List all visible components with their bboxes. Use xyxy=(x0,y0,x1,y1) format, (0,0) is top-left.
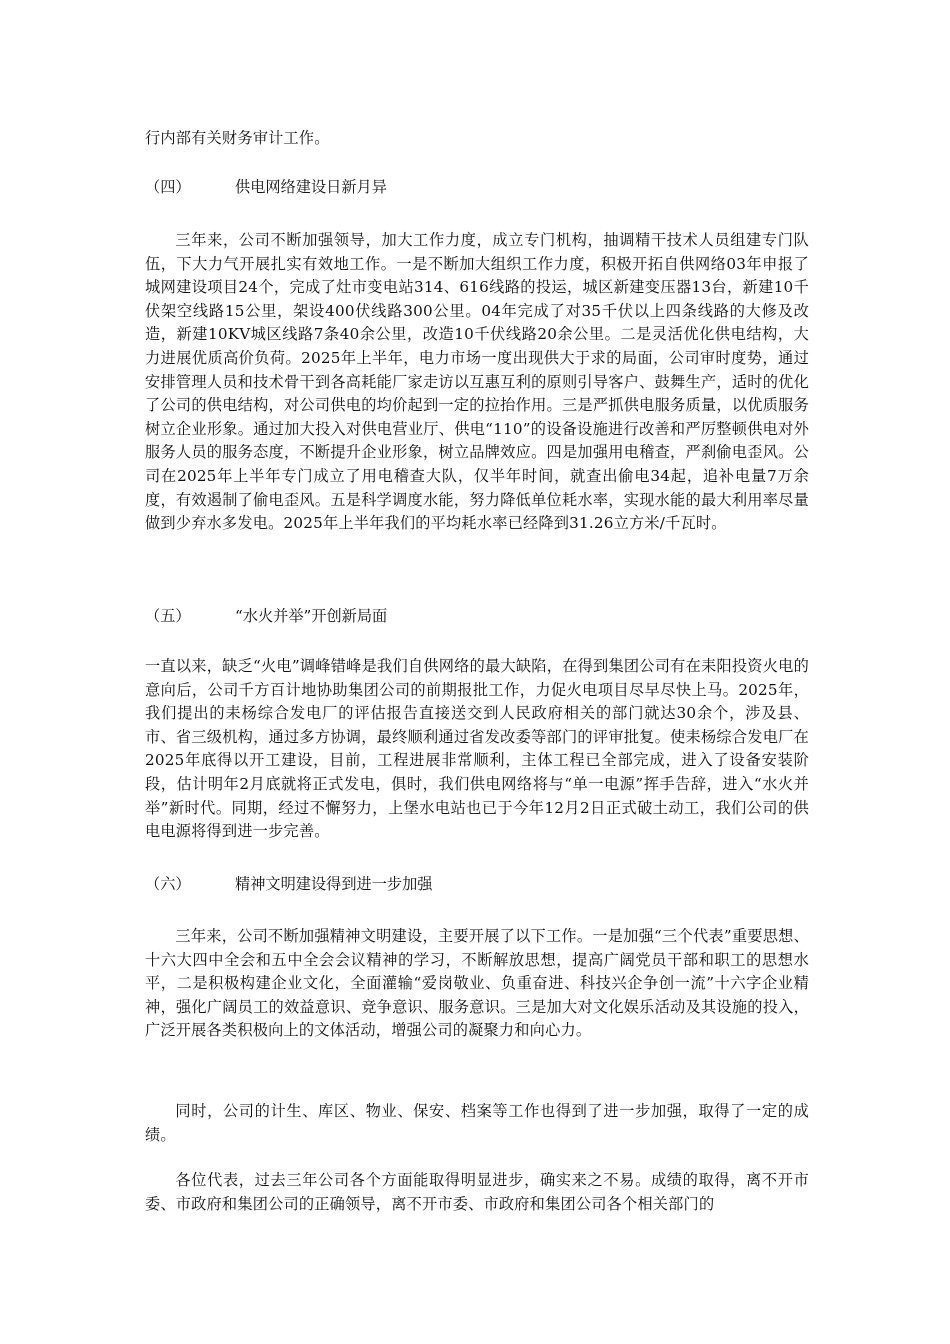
paragraph-delegates: 各位代表，过去三年公司各个方面能取得明显进步，确实来之不易。成绩的取得，离不开市委、市政府和集团公司的正确领导，离不开市委、市政府和集团公司各个相关部门的 xyxy=(145,1171,809,1213)
section-title: 供电网络建设日新月异 xyxy=(235,178,387,196)
section-heading-6 xyxy=(145,873,432,897)
paragraph-grid-construction: 三年来，公司不断加强领导，加大工作力度，成立专门机构，抽调精干技术人员组建专门队伍，下大力气开展扎实有效地工作。一是不断加大组织工作力度，积极开拓自供网络03年申报了城网建设项目24个，完成了灶市变电站314、616线路的投运，城区新建变压器13台，新建10千伏架空线路15公里，架设400伏线路300公里。04年完成了对35千伏以上四条线路的大修及改造，新建10KV城区线路7条40余公里，改造10千伏线路20余公里。二是灵活优化供电结构，大力进展优质高价负荷。2025年上半年，电力市场一度出现供大于求的局面，公司审时度势，通过安排管理人员和技术骨干到各高耗能厂家走访以互惠互利的原则引导客户、鼓舞生产，适时的优化了公司的供电结构，对公司供电的均价起到一定的拉抬作用。三是严抓供电服务质量，以优质服务树立企业形象。通过加大投入对供电营业厅、供电“110”的设备设施进行改善和严厉整顿供电对外服务人员的服务态度，不断提升企业形象，树立品牌效应。四是加强用电稽查，严刹偷电歪风。公司在2025年上半年专门成立了用电稽查大队，仅半年时间，就查出偷电34起，追补电量7万余度，有效遏制了偷电歪风。五是科学调度水能，努力降低单位耗水率，实现水能的最大利用率尽量做到少弃水多发电。2025年上半年我们的平均耗水率已经降到31.26立方米/千瓦时。 xyxy=(145,231,809,533)
section-number: （四） xyxy=(145,178,191,196)
section-title: “水火并举”开创新局面 xyxy=(235,607,388,625)
section-heading-5 xyxy=(145,605,387,629)
section-number: （六） xyxy=(145,875,191,893)
section-heading-4 xyxy=(145,176,387,200)
section-number: （五） xyxy=(145,607,191,625)
section-title: 精神文明建设得到进一步加强 xyxy=(235,875,433,893)
paragraph-hydro-thermal: 一直以来，缺乏“火电”调峰错峰是我们自供网络的最大缺陷，在得到集团公司有在耒阳投资火电的意向后，公司千方百计地协助集团公司的前期报批工作，力促火电项目尽早尽快上马。2025年，我们提出的耒杨综合发电厂的评估报告直接送交到人民政府相关的部门就达30余个，涉及县、市、省三级机构，通过多方协调，最终顺利通过省发改委等部门的评审批复。使耒杨综合发电厂在2025年底得以开工建设，目前，工程进展非常顺利，主体工程已全部完成，进入了设备安装阶段，估计明年2月底就将正式发电，俱时，我们供电网络将与“单一电源”挥手告辞，进入“水火并举”新时代。同期，经过不懈努力，上堡水电站也已于今年12月2日正式破土动工，我们公司的供电电源将得到进一步完善。 xyxy=(145,657,809,841)
paragraph-spiritual-civilization: 三年来，公司不断加强精神文明建设，主要开展了以下工作。一是加强“三个代表”重要思想、十六大四中全会和五中全会会议精神的学习，不断解放思想，提高广阔党员干部和职工的思想水平，二是积极构建企业文化，全面灌输“爱岗敬业、负重奋进、科技兴企争创一流”十六字企业精神，强化广阔员工的效益意识、竞争意识、服务意识。三是加大对文化娱乐活动及其设施的投入，广泛开展各类积极向上的文体活动，增强公司的凝聚力和向心力。 xyxy=(145,927,809,1040)
paragraph-audit-tail: 行内部有关财务审计工作。 xyxy=(145,129,330,147)
paragraph-other-work: 同时，公司的计生、库区、物业、保安、档案等工作也得到了进一步加强，取得了一定的成绩。 xyxy=(145,1102,809,1144)
